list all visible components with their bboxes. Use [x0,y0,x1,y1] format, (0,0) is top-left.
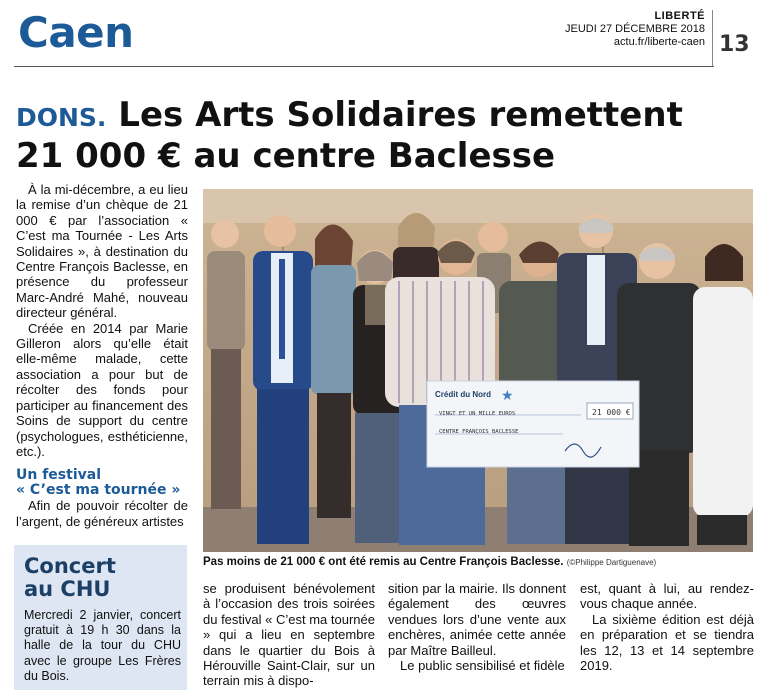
subheading-line-2: « C’est ma tournée » [16,482,181,499]
cheque-amount: 21 000 € [592,408,631,417]
sidebar-box [14,545,187,690]
cheque-amount-words: VINGT ET UN MILLE EUROS [439,411,516,417]
subheading-line-1: Un festival [16,467,101,484]
person-3 [311,224,356,518]
box-title-line-1: Concert [24,554,116,578]
paragraph: sition par la mairie. Ils donnent également des œuvres vendues lors d’une vente aux enchères, animée cette année par Maître Bailleul. [388,581,566,658]
article-photo [203,189,753,552]
box-title-line-2: au CHU [24,577,111,601]
headline-kicker: DONS. [16,103,107,132]
paragraph: Créée en 2014 par Marie Gilleron alors qu’elle était elle-même malade, cette association a pour but de récolter des fonds pour participer au financement des Soins de support du centre (psychologues, esthéticienne, etc.). [16,320,188,459]
page-number-box [712,10,759,66]
website-link[interactable]: actu.fr/liberte-caen [613,36,705,48]
headline-line-2: 21 000 € au centre Baclesse [16,136,556,176]
article-column-3 [388,581,566,673]
newspaper-name: LIBERTÉ [654,10,705,22]
photo-caption [203,556,755,568]
page-number: 13 [719,32,750,57]
article-column-1 [16,182,188,529]
person-2 [253,215,313,544]
article-column-4 [580,581,754,673]
giant-cheque [427,381,639,467]
issue-date: JEUDI 27 DÉCEMBRE 2018 [565,23,705,35]
cheque-bank: Crédit du Nord [435,390,491,399]
star-icon: ★ [501,388,514,404]
cheque-payee: CENTRE FRANÇOIS BACLESSE [439,429,519,435]
masthead-info [565,10,705,49]
person-11 [693,244,753,545]
box-body: Mercredi 2 janvier, concert gratuit à 19 h 30 dans la halle de la tour du CHU avec le groupe Les Frères du Bois. [24,608,181,683]
paragraph: La sixième édition est déjà en préparation et se tiendra les 12, 13 et 14 septembre 2019. [580,611,754,674]
subheading [16,468,188,498]
box-title [24,555,116,601]
header-divider [14,66,714,67]
paragraph: Afin de pouvoir récolter de l’argent, de généreux artistes [16,498,188,529]
paragraph: Le public sensibilisé et fidèle [400,658,565,674]
paragraph: est, quant à lui, au rendez-vous chaque année. [580,581,754,612]
paragraph: se produisent bénévolement à l’occasion des trois soirées du festival « C’est ma tournée » qui a lieu en septembre dans le quartier du Bois à Hérouville Saint-Clair, sur un terrain mis à dispo- [203,581,375,689]
headline-line-1: Les Arts Solidaires remettent [118,95,683,135]
paragraph: À la mi-décembre, a eu lieu la remise d’un chèque de 21 000 € par l’association « C’est ma Tournée - Les Arts Solidaires », à destination du Centre François Baclesse, en présence du professeur Marc-André Mahé, nouveau directeur général. [16,182,188,321]
section-title: Caen [18,8,134,57]
article-column-2 [203,581,375,689]
group-photo-illustration [203,189,753,552]
article-headline [16,96,751,175]
photo-credit: (©Philippe Dartiguenave) [566,558,657,567]
person-1 [207,220,245,509]
caption-text: Pas moins de 21 000 € ont été remis au Centre François Baclesse. [203,556,564,568]
